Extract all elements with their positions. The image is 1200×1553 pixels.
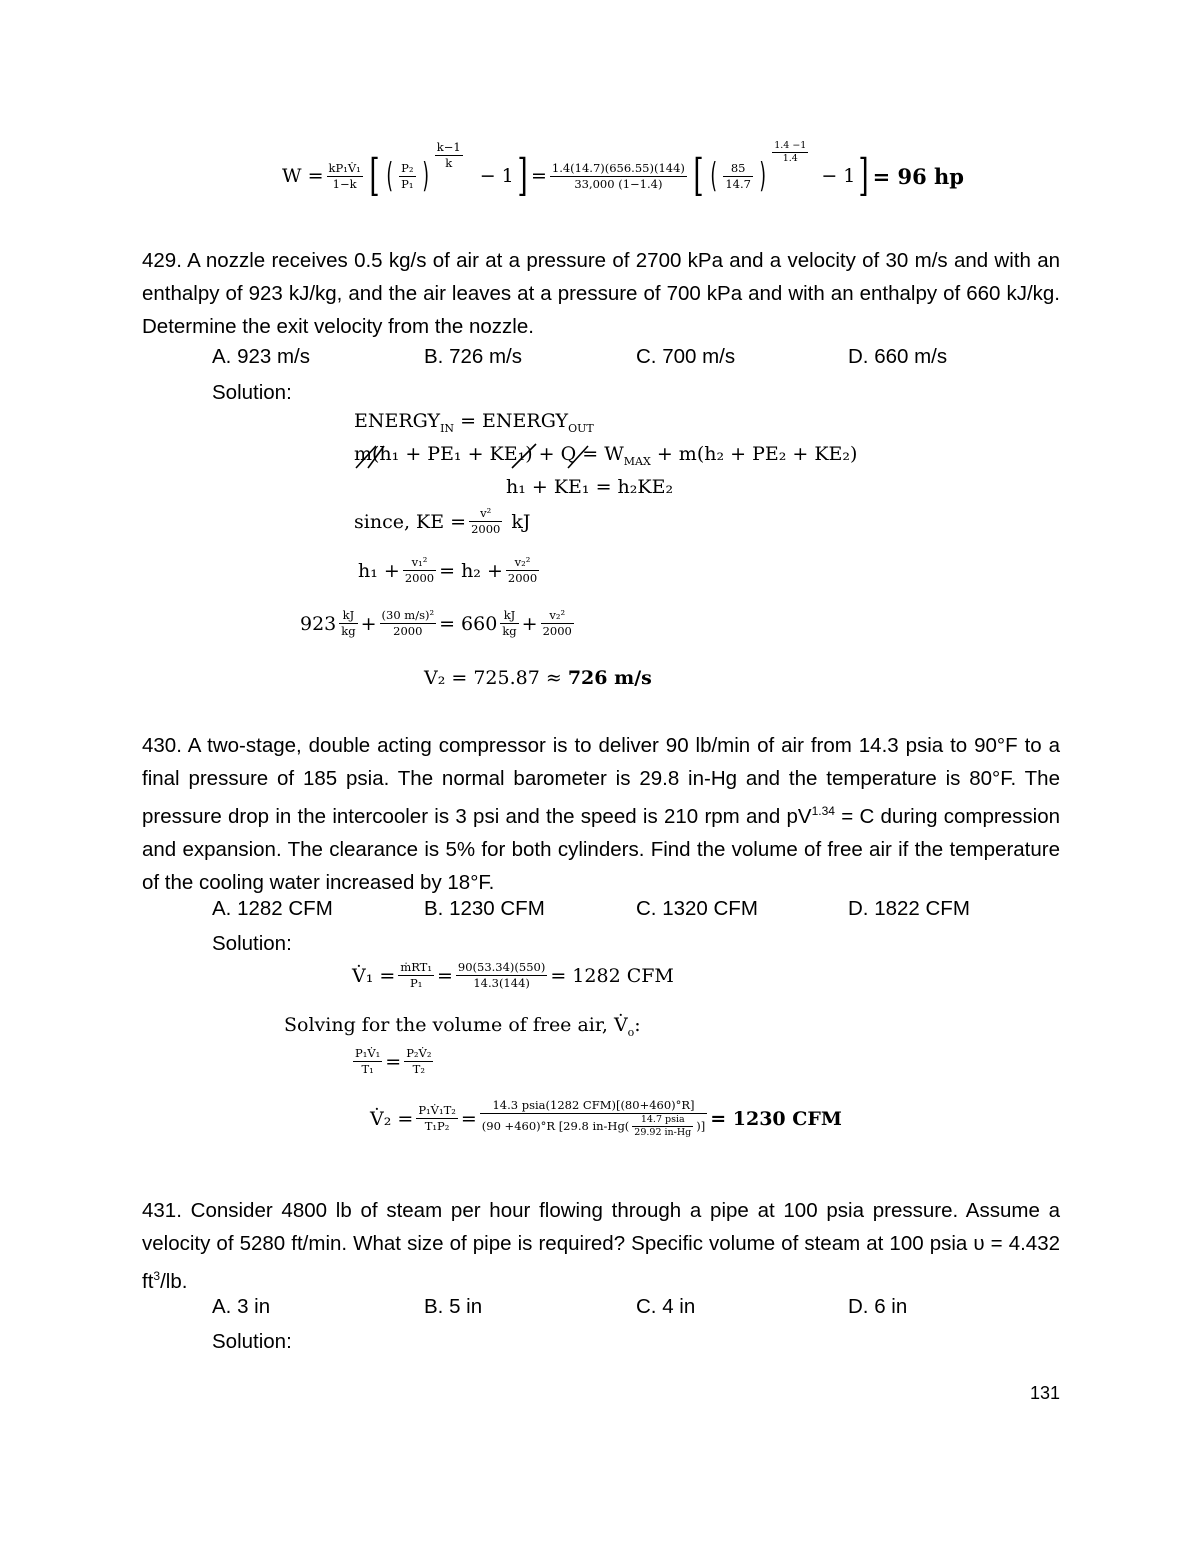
choice-b: B. 5 in	[424, 1295, 483, 1318]
problem-430-text: 430. A two-stage, double acting compressor is to deliver 90 lb/min of air from 14.3 psia to 90°F to a final pressure of 185 psia. The normal barometer is 29.8 in-Hg and the temperature is 80°F. The pressure drop in the intercooler is 3 psi and the speed is 210 rpm and $pV^{1.34} = C$ during compression and expansion. The clearance is 5% for both cylinders. Find the volume of free air if the temperature of the cooling water increased by 18°F.	[142, 734, 1060, 894]
problem-431-choices	[212, 1295, 1072, 1325]
solution-label-429: Solution:	[212, 381, 292, 404]
choice-d: D. 660 m/s	[848, 345, 948, 368]
problem-429-choices	[212, 345, 1072, 375]
page-number: 131	[1030, 1383, 1061, 1403]
enthalpy-velocity-eq: h₁ + $\frac{\text{v₁²}}{2000}$ = h₂ + $\frac{\text{v₂²}}{2000}$	[358, 555, 538, 585]
energy-expanded: $m(h_1 + PE_1 + KE_1) + Q = W_{MAX} + m(h_2 + PE_2 + KE_2)$	[354, 443, 858, 468]
work-lhs: W =	[282, 165, 324, 187]
gas-law-eq: $\frac{\text{P₁V̇₁}}{\text{T₁}}$ = $\frac{\text{P₂V̇₂}}{\text{T₂}}$	[355, 1046, 432, 1076]
solution-label-431: Solution:	[212, 1330, 292, 1353]
energy-simplified: h₁ + KE₁ = h₂KE₂	[506, 476, 674, 498]
volume-flow-eq: V̇₁ = $\frac{\text{ṁRT₁}}{\text{P₁}}$ = $\frac{90(53.34)(550)}{14.3(144)}$ = 1282 CFM	[352, 960, 674, 990]
result-429: V₂ = 725.87 ≈ 726 m/s	[424, 667, 652, 689]
energy-balance: $ENERGY_{IN}$ = $ENERGY_{OUT}$	[354, 410, 594, 435]
free-air-eq: V̇₂ = $\frac{\text{P₁V̇₁T₂}}{\text{T₁P₂}}$ = 14.3 psia(1282 CFM)[(80+460)°R] (90 +460)°R [29.8 in-Hg( $\frac{\text{14.7 psia}}{29.92 in-Hg}$ )] = 1230 CFM	[370, 1098, 842, 1138]
choice-c: C. 4 in	[636, 1295, 696, 1318]
exponent-1: $\frac{k-1}{k}$	[436, 140, 461, 170]
work-fraction-2: $\frac{1.4(14.7)(656.55)(144)}{33,000 (1-1.4)}$	[551, 160, 685, 191]
pressure-ratio-2: $\frac{85}{14.7}$	[725, 160, 751, 191]
exponent-2: $\frac{1.4 -1}{1.4}$	[774, 140, 807, 164]
choice-d: D. 1822 CFM	[848, 897, 970, 920]
solving-free-air: Solving for the volume of free air, $V̇_o$:	[284, 1014, 641, 1039]
problem-430-choices	[212, 897, 1072, 927]
choice-d: D. 6 in	[848, 1295, 908, 1318]
choice-b: B. 1230 CFM	[424, 897, 545, 920]
choice-a: A. 3 in	[212, 1295, 271, 1318]
choice-b: B. 726 m/s	[424, 345, 522, 368]
work-equation: W = $\frac{\text{kP₁V̇₁}}{1-k}$ [ ( $\frac{\text{P₂}}{\text{P₁}}$ ) $\frac{k-1}{k}$ − 1 ] = $\frac{1.4(14.7)(656.55)(144)}{33,000 (1-1.4)}$ [ ( $\frac{85}{14.7}$ ) $\frac{1.4 -1}{1.4}$ − 1 ] = 96 hp	[282, 140, 964, 201]
work-fraction-1: $\frac{\text{kP₁V̇₁}}{1-k}$	[328, 160, 361, 191]
choice-c: C. 700 m/s	[636, 345, 736, 368]
choice-a: A. 1282 CFM	[212, 897, 333, 920]
pressure-ratio: $\frac{\text{P₂}}{\text{P₁}}$	[401, 160, 414, 191]
choice-c: C. 1320 CFM	[636, 897, 758, 920]
solution-label-430: Solution:	[212, 932, 292, 955]
ke-definition: since, KE = $\frac{\text{v²}}{2000}$ kJ	[354, 506, 531, 536]
numeric-substitution: 923 $\frac{kJ}{kg}$ + $\frac{\text{(30 m/s)²}}{2000}$ = 660 $\frac{kJ}{kg}$ + $\frac{\text{v₂²}}{2000}$	[300, 608, 572, 638]
problem-429-text: 429. A nozzle receives 0.5 kg/s of air at a pressure of 2700 kPa and a velocity of 30 m/s and with an enthalpy of 923 kJ/kg, and the air leaves at a pressure of 700 kPa and with an enthalpy of 660 kJ/kg. Determine the exit velocity from the nozzle.	[142, 249, 1060, 338]
problem-431-text: 431. Consider 4800 lb of steam per hour flowing through a pipe at 100 psia pressure. Assume a velocity of 5280 ft/min. What size of pipe is required? Specific volume of steam at 100 psia υ = 4.432 $ft^3/lb$.	[142, 1199, 1060, 1293]
work-result: = 96 hp	[872, 163, 964, 189]
choice-a: A. 923 m/s	[212, 345, 310, 368]
strikethrough-marks	[350, 440, 650, 480]
